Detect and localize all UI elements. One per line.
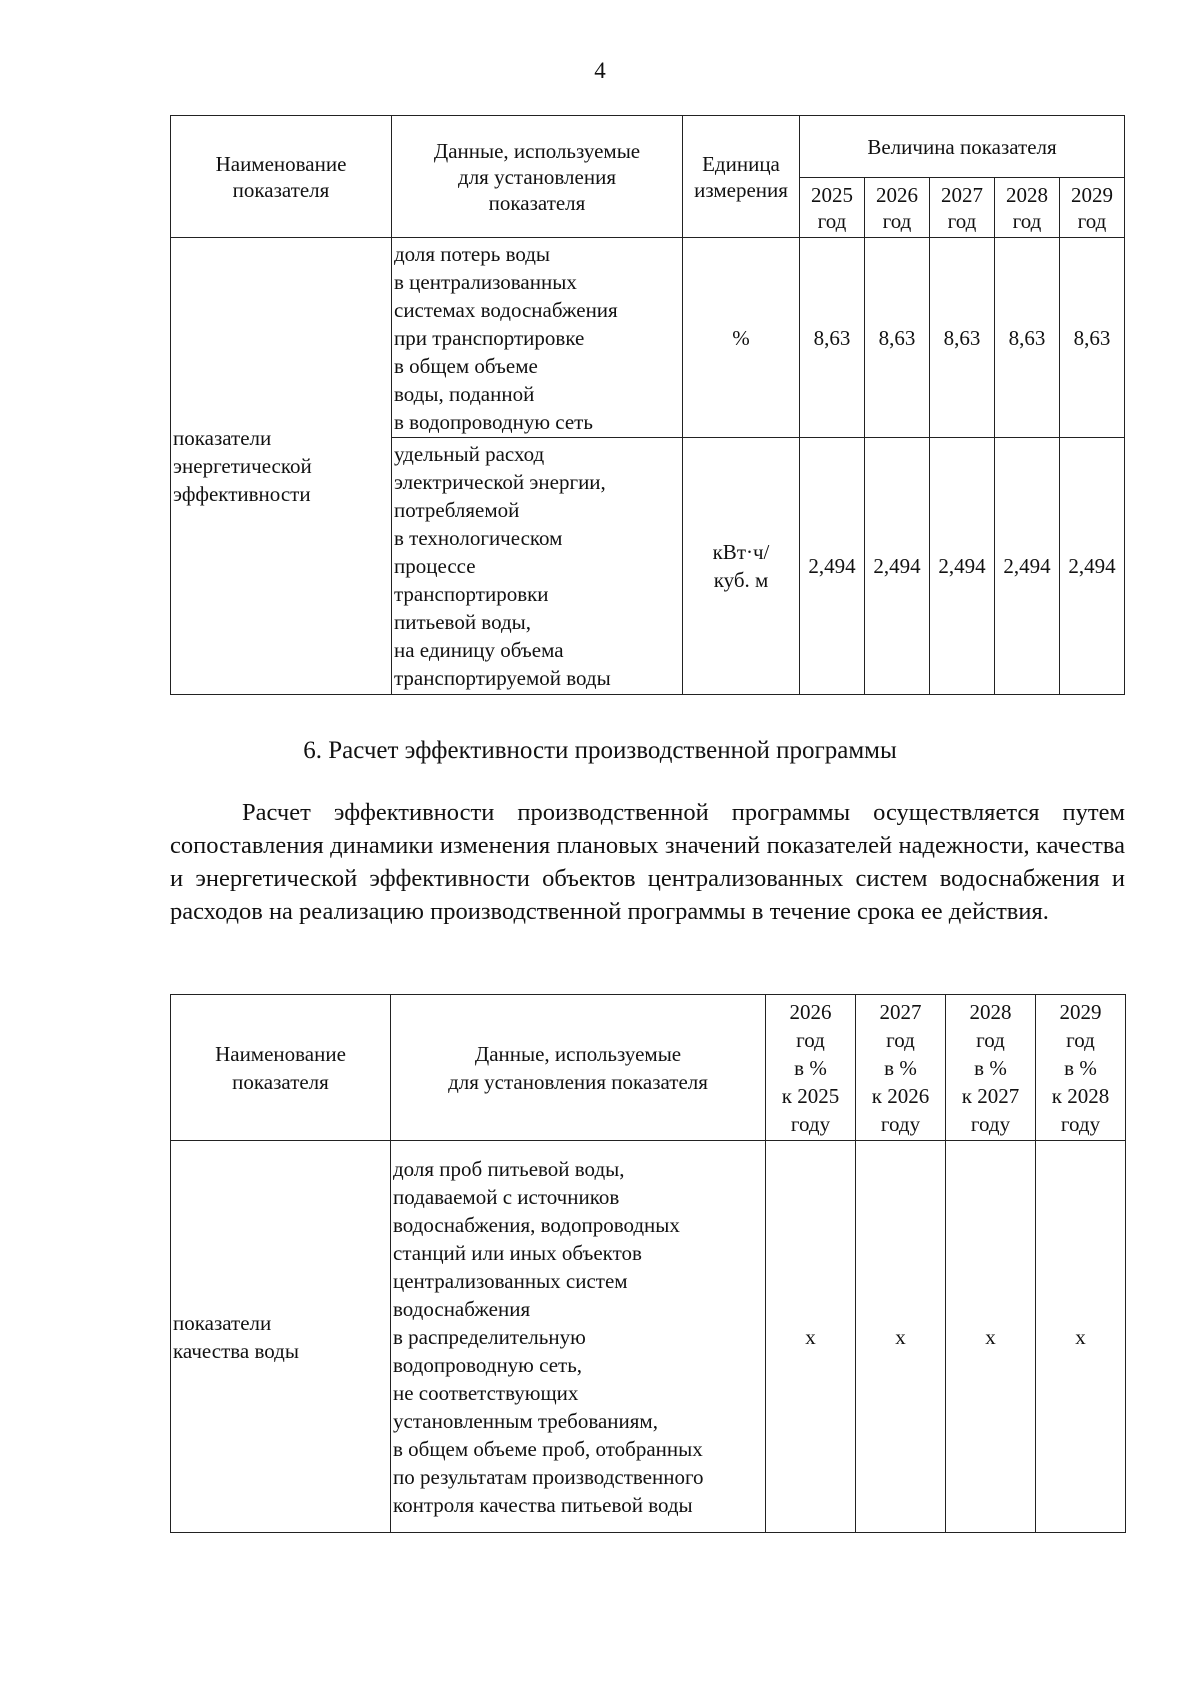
group-energy-efficiency: показатели энергетической эффективности	[171, 238, 392, 695]
row-data-description: доля потерь воды в централизованных системах водоснабжения при транспортировке в общем объеме воды, поданной в водопроводную сеть	[392, 238, 683, 438]
header-year-comparison: 2029 год в % к 2028 году	[1036, 995, 1126, 1141]
row-value: x	[856, 1141, 946, 1533]
header-indicator-name: Наименование показателя	[171, 116, 392, 238]
row-value: 2,494	[995, 438, 1060, 695]
header-year: 2029 год	[1060, 178, 1125, 238]
body-paragraph: Расчет эффективности производственной программы осуществляется путем сопоставления динамики изменения плановых значений показателей надежности, качества и энергетической эффективности объектов централизованных систем водоснабжения и расходов на реализацию производственной программы в течение срока ее действия.	[170, 799, 1125, 925]
row-data-description: доля проб питьевой воды, подаваемой с источников водоснабжения, водопроводных станций или иных объектов централизованных систем водоснабжения в распределительную водопроводную сеть, не соответствующих установленным требованиям, в общем объеме проб, отобранных по результатам производственного контроля качества питьевой воды	[391, 1141, 766, 1533]
row-value: x	[1036, 1141, 1126, 1533]
row-value: 2,494	[800, 438, 865, 695]
row-value: x	[946, 1141, 1036, 1533]
row-unit: кВт·ч/ куб. м	[683, 438, 800, 695]
header-year: 2028 год	[995, 178, 1060, 238]
header-data-used: Данные, используемые для установления показателя	[391, 995, 766, 1141]
row-value: 8,63	[930, 238, 995, 438]
row-value: 8,63	[800, 238, 865, 438]
row-value: 8,63	[865, 238, 930, 438]
row-data-description: удельный расход электрической энергии, потребляемой в технологическом процессе транспортировки питьевой воды, на единицу объема транспортируемой воды	[392, 438, 683, 695]
header-year: 2027 год	[930, 178, 995, 238]
header-year: 2026 год	[865, 178, 930, 238]
row-value: x	[766, 1141, 856, 1533]
efficiency-table	[170, 994, 1126, 1533]
row-value: 2,494	[1060, 438, 1125, 695]
header-data-used: Данные, используемые для установления показателя	[392, 116, 683, 238]
group-water-quality: показатели качества воды	[171, 1141, 391, 1533]
row-value: 2,494	[865, 438, 930, 695]
header-unit: Единица измерения	[683, 116, 800, 238]
page-number: 4	[594, 58, 606, 83]
section-title: 6. Расчет эффективности производственной программы	[303, 737, 897, 764]
row-unit: %	[683, 238, 800, 438]
header-year: 2025 год	[800, 178, 865, 238]
header-indicator-value: Величина показателя	[800, 116, 1125, 178]
header-year-comparison: 2026 год в % к 2025 году	[766, 995, 856, 1141]
header-year-comparison: 2028 год в % к 2027 году	[946, 995, 1036, 1141]
header-indicator-name: Наименование показателя	[171, 995, 391, 1141]
header-year-comparison: 2027 год в % к 2026 году	[856, 995, 946, 1141]
row-value: 8,63	[1060, 238, 1125, 438]
row-value: 2,494	[930, 438, 995, 695]
row-value: 8,63	[995, 238, 1060, 438]
indicators-table	[170, 115, 1125, 695]
